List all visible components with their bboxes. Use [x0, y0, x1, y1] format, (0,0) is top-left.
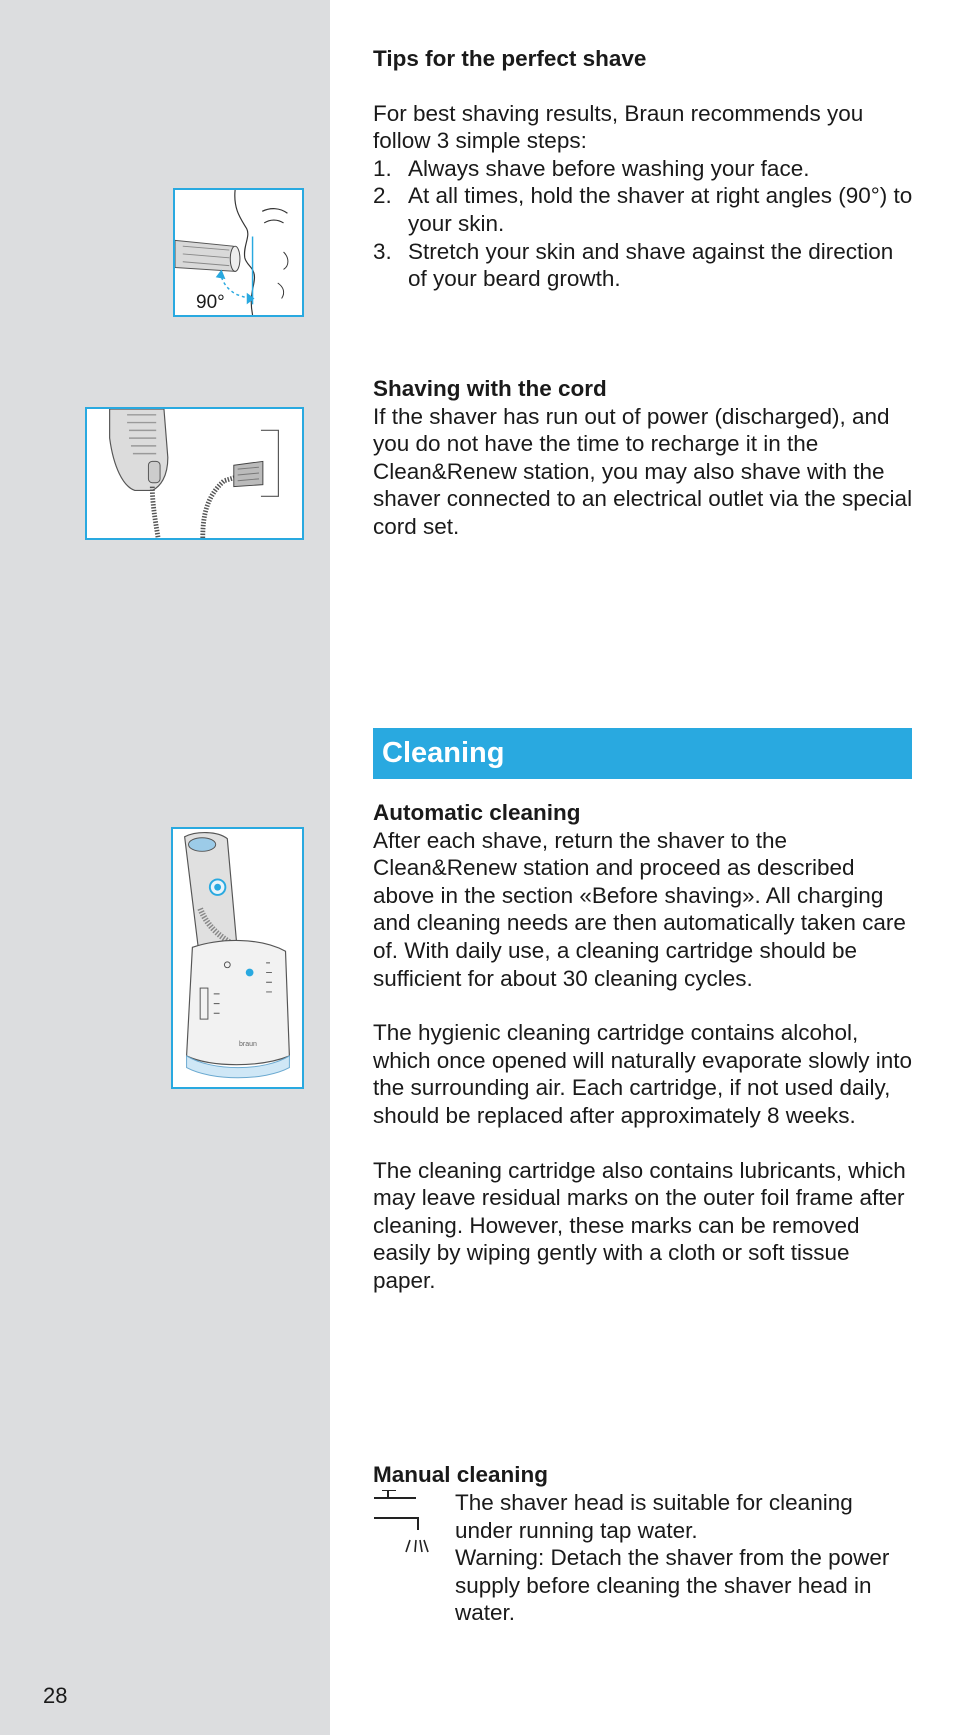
automatic-cleaning-paragraph-1: After each shave, return the shaver to the Clean&Renew station and proceed as described above in the section «Before shaving». All charging and cleaning needs are then automatically taken care of. With daily use, a cleaning cartridge should be sufficient for about 30 cleaning cycles. [373, 827, 906, 991]
manual-cleaning-warning: Warning: Detach the shaver from the power supply before cleaning the shaver head in water. [455, 1545, 890, 1626]
shave-angle-illustration [173, 188, 304, 317]
page-number: 28 [43, 1683, 68, 1708]
automatic-cleaning-section [373, 799, 913, 1295]
tips-intro: For best shaving results, Braun recommends you follow 3 simple steps: [373, 100, 864, 154]
tips-heading: Tips for the perfect shave [373, 46, 647, 71]
cord-heading: Shaving with the cord [373, 376, 607, 401]
manual-cleaning-heading-block [373, 1461, 913, 1489]
running-water-icon [372, 1490, 440, 1558]
tips-section [373, 45, 913, 293]
automatic-cleaning-paragraph-3: The cleaning cartridge also contains lubricants, which may leave residual marks on the outer foil frame after cleaning. However, these marks can be removed easily by wiping gently with a cloth or soft tissue paper. [373, 1157, 906, 1293]
tips-steps-list [373, 155, 913, 293]
automatic-cleaning-paragraph-2: The hygienic cleaning cartridge contains alcohol, which once opened will naturally evaporate slowly into the surrounding air. Each cartridge, if not used daily, should be replaced after approximately 8 weeks. [373, 1020, 913, 1128]
manual-cleaning-heading: Manual cleaning [373, 1462, 549, 1487]
cord-drawing [87, 409, 302, 538]
manual-cleaning-text: The shaver head is suitable for cleaning under running tap water. [455, 1490, 853, 1543]
angle-label: 90° [196, 292, 225, 313]
automatic-cleaning-heading: Automatic cleaning [373, 800, 581, 825]
cord-section [373, 375, 913, 541]
manual-cleaning-text-block [455, 1489, 915, 1627]
cord-text: If the shaver has run out of power (discharged), and you do not have the time to recharge it in the Clean&Renew station, you may also shave with the shaver connected to an electrical outlet via the special cord set. [373, 403, 913, 539]
cleaning-station-drawing [173, 829, 302, 1087]
brand-logo: braun [239, 1041, 257, 1048]
list-item: 2. At all times, hold the shaver at right angles (90°) to your skin. [373, 183, 913, 236]
list-item: 1. Always shave before washing your face. [373, 155, 810, 181]
list-item: 3. Stretch your skin and shave against the direction of your beard growth. [373, 238, 894, 292]
cleaning-station-illustration [171, 827, 304, 1089]
cord-illustration [85, 407, 304, 540]
shave-angle-drawing [175, 190, 302, 315]
cleaning-section-title: Cleaning [373, 728, 912, 779]
